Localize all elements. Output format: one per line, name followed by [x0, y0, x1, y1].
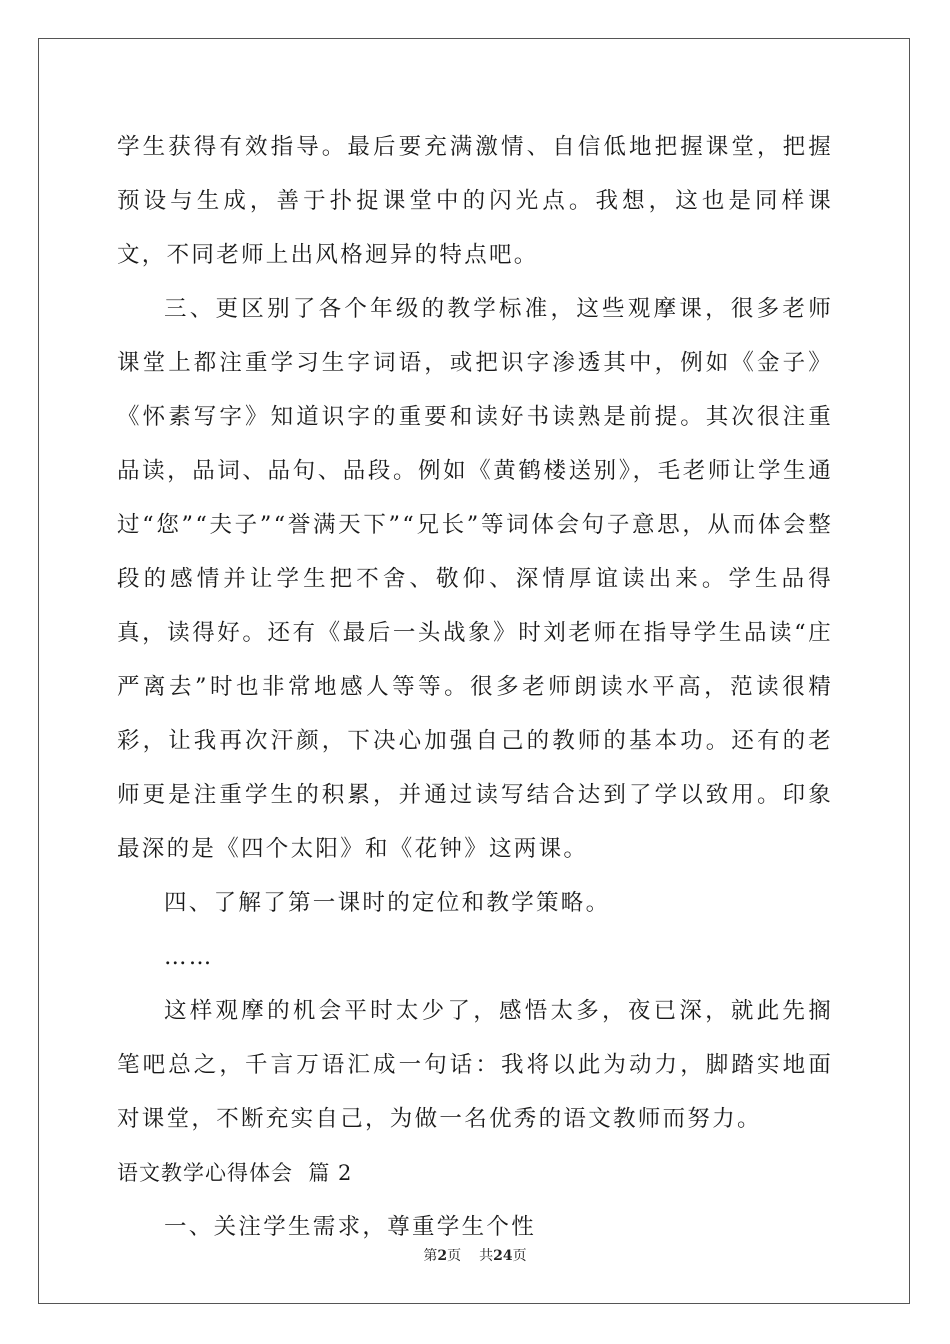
- footer-total-pages: 24: [493, 1248, 513, 1264]
- paragraph-1: 学生获得有效指导。最后要充满激情、自信低地把握课堂，把握预设与生成，善于扑捉课堂中的闪光点。我想，这也是同样课文，不同老师上出风格迥异的特点吧。: [117, 134, 833, 268]
- footer-total-prefix: 共: [479, 1248, 494, 1264]
- paragraph-4: 这样观摩的机会平时太少了，感悟太多，夜已深，就此先搁笔吧总之，千言万语汇成一句话：我将以此为动力，脚踏实地面对课堂，不断充实自己，为做一名优秀的语文教师而努力。: [117, 998, 833, 1132]
- document-body: [117, 120, 833, 1254]
- section-title: 语文教学心得体会 篇 2: [117, 1161, 353, 1185]
- paragraph-3: 四、了解了第一课时的定位和教学策略。: [164, 890, 611, 916]
- footer-total-suffix: 页: [512, 1248, 527, 1264]
- page-footer: [0, 1246, 950, 1266]
- paragraph-ellipsis: ……: [164, 944, 214, 970]
- footer-page-suffix: 页: [447, 1248, 462, 1264]
- paragraph-2: 三、更区别了各个年级的教学标准，这些观摩课，很多老师课堂上都注重学习生字词语，或把识字渗透其中，例如《金子》《怀素写字》知道识字的重要和读好书读熟是前提。其次很注重品读，品词、品句、品段。例如《黄鹤楼送别》，毛老师让学生通过“您”“夫子”“誉满天下”“兄长”等词体会句子意思，从而体会整段的感情并让学生把不舍、敬仰、深情厚谊读出来。学生品得真，读得好。还有《最后一头战象》时刘老师在指导学生品读“庄严离去”时也非常地感人等等。很多老师朗读水平高，范读很精彩，让我再次汗颜，下决心加强自己的教师的基本功。还有的老师更是注重学生的积累，并通过读写结合达到了学以致用。印象最深的是《四个太阳》和《花钟》这两课。: [117, 296, 833, 862]
- footer-page-number: 2: [437, 1248, 448, 1264]
- footer-page-prefix: 第: [423, 1248, 438, 1264]
- section-first-paragraph: 一、关注学生需求，尊重学生个性: [164, 1214, 537, 1240]
